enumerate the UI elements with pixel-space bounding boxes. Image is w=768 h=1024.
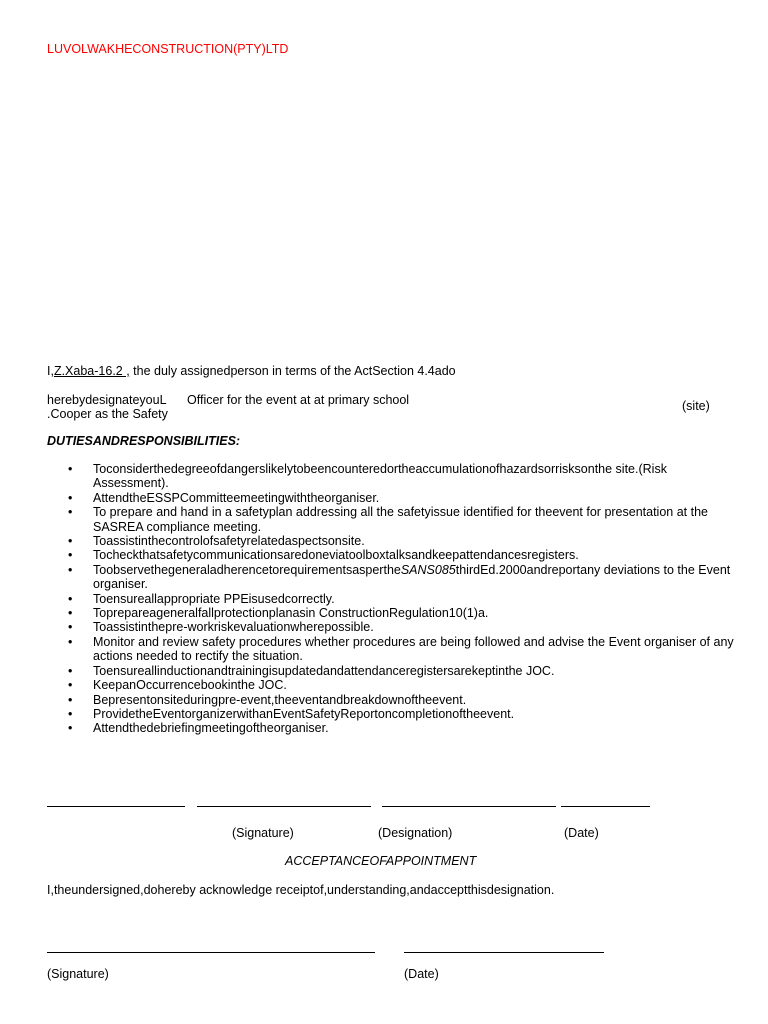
site-label: (site): [682, 399, 710, 413]
duty-item: • AttendtheESSPCommitteemeetingwiththeorganiser.: [93, 491, 740, 505]
duties-heading: DUTIESANDRESPONSIBILITIES:: [47, 434, 241, 448]
duty-item: • Toprepareageneralfallprotectionplanasin ConstructionRegulation10(1)a.: [93, 606, 740, 620]
duty-6-standard: SANS085: [400, 562, 456, 577]
appointment-line-2a: herebydesignateyouL: [47, 393, 167, 407]
signature-label: (Signature): [232, 826, 294, 840]
date-line: [561, 806, 650, 807]
duties-list: [0, 462, 740, 736]
duty-item: • Toensureallappropriate PPEisusedcorrectly.: [93, 592, 740, 606]
acceptance-text: I,theundersigned,dohereby acknowledge receiptof,understanding,andacceptthisdesignation.: [47, 883, 555, 897]
acceptance-signature-line: [47, 952, 375, 953]
acceptance-date-label: (Date): [404, 967, 439, 981]
date-label: (Date): [564, 826, 599, 840]
signature-line: [47, 806, 185, 807]
appointment-line-2b: Officer for the event at at primary school: [187, 393, 410, 407]
acceptance-heading: ACCEPTANCEOFAPPOINTMENT: [285, 854, 477, 868]
duty-item: • Toconsiderthedegreeofdangerslikelytobeencounteredortheaccumulationofhazardsorrisksonthe site.(Risk Assessment).: [93, 462, 740, 491]
company-name: LUVOLWAKHECONSTRUCTION(PTY)LTD: [47, 42, 289, 56]
designation-label: (Designation): [378, 826, 453, 840]
duty-item: • To prepare and hand in a safetyplan addressing all the safetyissue identified for theevent for presentation at the SASREA compliance meeting.: [93, 505, 740, 534]
designation-line: [382, 806, 556, 807]
duty-item: • Toensureallinductionandtrainingisupdatedandattendanceregistersarekeptinthe JOC.: [93, 664, 740, 678]
duty-6-rest: thirdEd.2000andreportany deviations to the Event organiser.: [93, 562, 731, 592]
duty-item: • KeepanOccurrencebookinthe JOC.: [93, 678, 740, 692]
duty-item: • Attendthedebriefingmeetingoftheorganiser.: [93, 721, 740, 735]
appointment-line-1-rest: the duly assignedperson in terms of the ActSection 4.4ado: [129, 364, 456, 378]
appointment-line-3: .Cooper as the Safety: [47, 407, 168, 421]
duty-item: • Tocheckthatsafetycommunicationsaredoneviatoolboxtalksandkeepattendancesregisters.: [93, 548, 740, 562]
appointee-name: Z.Xaba-16.2 ,: [53, 364, 130, 378]
duty-6-text: Toobservethegeneraladherencetorequirementsasperthe: [93, 562, 401, 577]
appointment-prefix: I,: [47, 364, 54, 378]
appointment-line-1: [47, 364, 456, 378]
signature-line: [197, 806, 371, 807]
acceptance-date-line: [404, 952, 604, 953]
duty-item: [93, 563, 740, 592]
duty-item: • Toassistinthecontrolofsafetyrelatedaspectsonsite.: [93, 534, 740, 548]
acceptance-signature-label: (Signature): [47, 967, 109, 981]
duty-item: • ProvidetheEventorganizerwithanEventSafetyReportoncompletionoftheevent.: [93, 707, 740, 721]
duty-item: • Monitor and review safety procedures whether procedures are being followed and advise the Event organiser of any actions needed to rectify the situation.: [93, 635, 740, 664]
duty-item: • Toassistinthepre-workriskevaluationwherepossible.: [93, 620, 740, 634]
duty-item: • Bepresentonsiteduringpre-event,theeventandbreakdownoftheevent.: [93, 693, 740, 707]
